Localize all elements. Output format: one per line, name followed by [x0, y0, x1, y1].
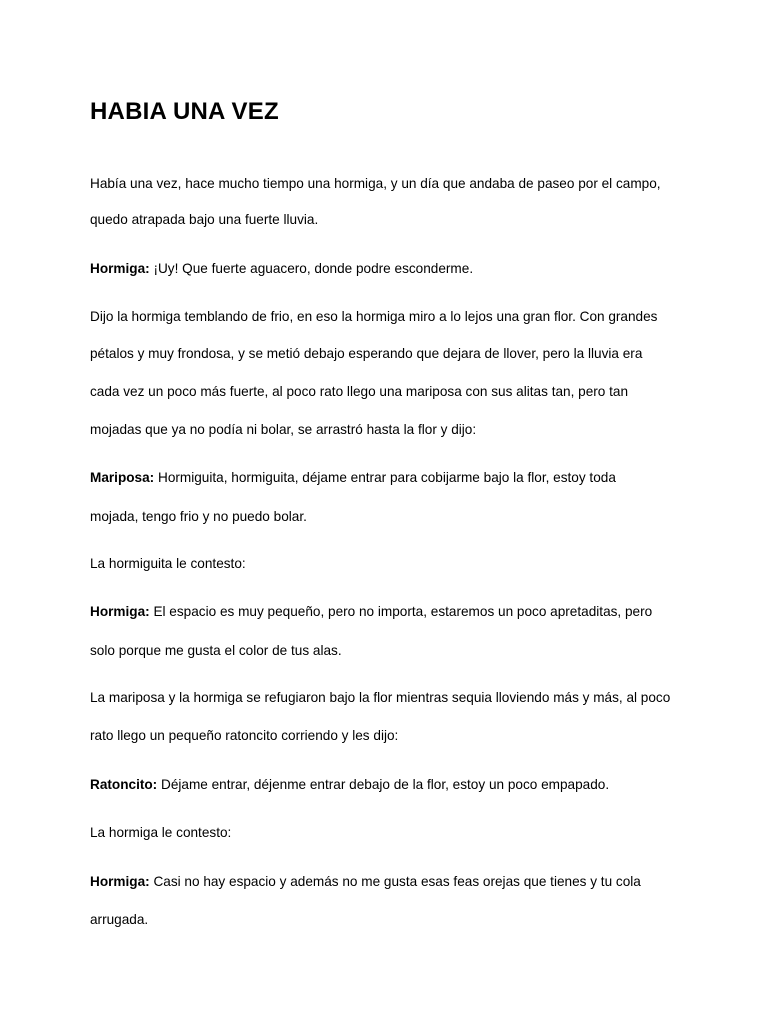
text-line [90, 509, 307, 525]
text-line [90, 212, 318, 228]
line-text: El espacio es muy pequeño, pero no importa, estaremos un poco apretaditas, pero [149, 604, 653, 619]
document-title: HABIA UNA VEZ [90, 98, 279, 125]
text-line [90, 643, 342, 659]
text-line [90, 309, 657, 325]
line-text: Había una vez, hace mucho tiempo una hormiga, y un día que andaba de paseo por el campo, [90, 176, 661, 191]
line-text: cada vez un poco más fuerte, al poco rato llego una mariposa con sus alitas tan, pero tan [90, 384, 629, 399]
line-text: pétalos y muy frondosa, y se metió debajo esperando que dejara de llover, pero la lluvia era [90, 346, 643, 361]
line-text: La mariposa y la hormiga se refugiaron bajo la flor mientras sequia lloviendo más y más, al poco [90, 690, 671, 705]
speaker-label: Hormiga: [90, 874, 150, 889]
line-text: La hormiga le contesto: [90, 825, 232, 840]
text-line [90, 556, 246, 572]
text-line [90, 690, 670, 706]
dialogue-line [90, 874, 641, 890]
line-text: quedo atrapada bajo una fuerte lluvia. [90, 212, 319, 227]
speaker-label: Hormiga: [90, 604, 150, 619]
dialogue-line [90, 604, 652, 620]
dialogue-line [90, 470, 616, 486]
text-line [90, 728, 398, 744]
line-text: Casi no hay espacio y además no me gusta esas feas orejas que tienes y tu cola [149, 874, 641, 889]
dialogue-line [90, 777, 609, 793]
line-text: Dijo la hormiga temblando de frio, en eso la hormiga miro a lo lejos una gran flor. Con grandes [90, 309, 658, 324]
line-text: Hormiguita, hormiguita, déjame entrar para cobijarme bajo la flor, estoy toda [154, 470, 616, 485]
speaker-label: Mariposa: [90, 470, 155, 485]
text-line [90, 825, 231, 841]
line-text: Déjame entrar, déjenme entrar debajo de la flor, estoy un poco empapado. [157, 777, 610, 792]
line-text: rato llego un pequeño ratoncito corriendo y les dijo: [90, 728, 399, 743]
line-text: mojadas que ya no podía ni bolar, se arrastró hasta la flor y dijo: [90, 422, 477, 437]
line-text: arrugada. [90, 912, 149, 927]
line-text: mojada, tengo frio y no puedo bolar. [90, 509, 307, 524]
line-text: solo porque me gusta el color de tus alas. [90, 643, 342, 658]
speaker-label: Hormiga: [90, 261, 150, 276]
speaker-label: Ratoncito: [90, 777, 158, 792]
dialogue-line [90, 261, 473, 277]
text-line [90, 176, 661, 192]
text-line [90, 346, 642, 362]
text-line [90, 422, 476, 438]
line-text: La hormiguita le contesto: [90, 556, 246, 571]
text-line [90, 384, 628, 400]
line-text: ¡Uy! Que fuerte aguacero, donde podre esconderme. [149, 261, 474, 276]
text-line [90, 912, 148, 928]
